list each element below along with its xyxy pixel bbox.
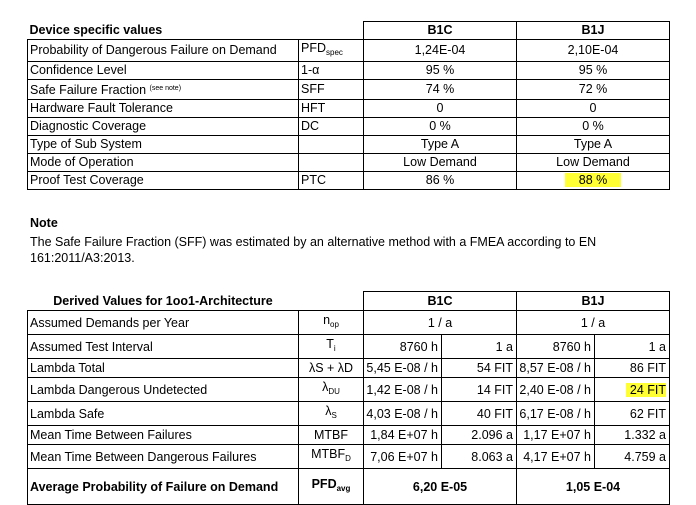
row-symbol: $n_{op}$ bbox=[299, 311, 364, 335]
b1c-value: Low Demand bbox=[364, 154, 517, 172]
b1j-value-alt: 62 FIT bbox=[595, 402, 670, 426]
table-row bbox=[28, 118, 670, 136]
row-label: Assumed Demands per Year bbox=[28, 311, 299, 335]
b1j-value: 8,57 E-08 / h bbox=[517, 359, 595, 378]
b1c-value-alt: 8.063 a bbox=[442, 445, 517, 469]
table2-col-b1c: B1C bbox=[364, 292, 517, 311]
table-row bbox=[28, 40, 670, 62]
table-row bbox=[28, 136, 670, 154]
highlight-mark: 88 % bbox=[565, 173, 622, 187]
b1c-value: 8760 h bbox=[364, 335, 442, 359]
table2-col-b1j: B1J bbox=[517, 292, 670, 311]
row-symbol bbox=[299, 136, 364, 154]
row-label: Lambda Safe bbox=[28, 402, 299, 426]
table1-col-b1c: B1C bbox=[364, 22, 517, 40]
table1-header bbox=[28, 22, 670, 40]
row-label: Mode of Operation bbox=[28, 154, 299, 172]
table-row bbox=[28, 445, 670, 469]
avg-label: Average Probability of Failure on Demand bbox=[28, 469, 299, 505]
avg-row bbox=[28, 469, 670, 505]
table-row bbox=[28, 402, 670, 426]
row-label: Probability of Dangerous Failure on Demand bbox=[28, 40, 299, 62]
row-label: Hardware Fault Tolerance bbox=[28, 100, 299, 118]
b1c-value: 1,84 E+07 h bbox=[364, 426, 442, 445]
table2-header bbox=[28, 292, 670, 311]
row-symbol: $T_i$ bbox=[299, 335, 364, 359]
table1-col-b1j: B1J bbox=[517, 22, 670, 40]
table-row bbox=[28, 378, 670, 402]
row-symbol: 1-α bbox=[299, 62, 364, 80]
row-symbol: $\lambda_S$ bbox=[299, 402, 364, 426]
table-row bbox=[28, 154, 670, 172]
b1j-value-alt: 4.759 a bbox=[595, 445, 670, 469]
b1c-value-alt: 1 a bbox=[442, 335, 517, 359]
b1j-value: 0 bbox=[517, 100, 670, 118]
b1c-value: Type A bbox=[364, 136, 517, 154]
table-row bbox=[28, 100, 670, 118]
b1c-value: 0 bbox=[364, 100, 517, 118]
row-symbol: λS + λD bbox=[299, 359, 364, 378]
table-row bbox=[28, 335, 670, 359]
note-text: The Safe Failure Fraction (SFF) was estimated by an alternative method with a FMEA according to EN 161:2011/A3:2013. bbox=[30, 235, 597, 265]
row-label: Mean Time Between Dangerous Failures bbox=[28, 445, 299, 469]
b1j-value-alt: 1 a bbox=[595, 335, 670, 359]
table2-title: Derived Values for 1oo1-Architecture bbox=[28, 292, 299, 311]
b1j-value: 2,40 E-08 / h bbox=[517, 378, 595, 402]
derived-values-table bbox=[27, 291, 670, 505]
b1c-value: 1 / a bbox=[364, 311, 517, 335]
avg-symbol: $PFD_{avg}$ bbox=[299, 469, 364, 505]
b1c-value: 74 % bbox=[364, 80, 517, 100]
b1j-value: 6,17 E-08 / h bbox=[517, 402, 595, 426]
device-specific-values-table bbox=[27, 21, 670, 190]
b1c-value: 1,42 E-08 / h bbox=[364, 378, 442, 402]
row-label: Assumed Test Interval bbox=[28, 335, 299, 359]
avg-b1c-value: 6,20 E-05 bbox=[364, 469, 517, 505]
see-note-marker: (see note) bbox=[149, 85, 182, 92]
b1j-value bbox=[517, 172, 670, 190]
b1c-value-alt: 40 FIT bbox=[442, 402, 517, 426]
b1j-value: 2,10E-04 bbox=[517, 40, 670, 62]
row-label: Diagnostic Coverage bbox=[28, 118, 299, 136]
b1c-value: 1,24E-04 bbox=[364, 40, 517, 62]
row-symbol: $\lambda_{DU}$ bbox=[299, 378, 364, 402]
note-heading: Note bbox=[30, 216, 58, 230]
b1c-value: 0 % bbox=[364, 118, 517, 136]
table-row bbox=[28, 426, 670, 445]
b1j-value-alt bbox=[595, 378, 670, 402]
b1j-value: 0 % bbox=[517, 118, 670, 136]
b1j-value: 1 / a bbox=[517, 311, 670, 335]
row-label: Lambda Dangerous Undetected bbox=[28, 378, 299, 402]
row-symbol: $PFD_{spec}$ bbox=[299, 40, 364, 62]
row-label: Type of Sub System bbox=[28, 136, 299, 154]
table-row bbox=[28, 172, 670, 190]
b1j-value: 8760 h bbox=[517, 335, 595, 359]
table-row bbox=[28, 62, 670, 80]
b1c-value-alt: 14 FIT bbox=[442, 378, 517, 402]
b1j-value: 4,17 E+07 h bbox=[517, 445, 595, 469]
b1c-value: 95 % bbox=[364, 62, 517, 80]
b1c-value-alt: 54 FIT bbox=[442, 359, 517, 378]
b1j-value: 1,17 E+07 h bbox=[517, 426, 595, 445]
b1j-value: 95 % bbox=[517, 62, 670, 80]
b1j-value-alt: 1.332 a bbox=[595, 426, 670, 445]
row-symbol: MTBF bbox=[299, 426, 364, 445]
row-label: Confidence Level bbox=[28, 62, 299, 80]
row-symbol: $MTBF_D$ bbox=[299, 445, 364, 469]
avg-b1j-value: 1,05 E-04 bbox=[517, 469, 670, 505]
b1j-value: Type A bbox=[517, 136, 670, 154]
row-label: Proof Test Coverage bbox=[28, 172, 299, 190]
table-row bbox=[28, 359, 670, 378]
b1c-value: 5,45 E-08 / h bbox=[364, 359, 442, 378]
row-symbol: SFF bbox=[299, 80, 364, 100]
row-symbol: HFT bbox=[299, 100, 364, 118]
b1j-value: 72 % bbox=[517, 80, 670, 100]
b1c-value-alt: 2.096 a bbox=[442, 426, 517, 445]
row-symbol: DC bbox=[299, 118, 364, 136]
row-label: Lambda Total bbox=[28, 359, 299, 378]
b1c-value: 86 % bbox=[364, 172, 517, 190]
row-label: Safe Failure Fraction $^{(see note)}$ bbox=[28, 80, 299, 100]
table-row bbox=[28, 311, 670, 335]
highlight-mark: 24 FIT bbox=[626, 383, 666, 397]
b1j-value-alt: 86 FIT bbox=[595, 359, 670, 378]
row-label: Mean Time Between Failures bbox=[28, 426, 299, 445]
table1-title: Device specific values bbox=[28, 22, 299, 40]
b1j-value: Low Demand bbox=[517, 154, 670, 172]
note-section bbox=[30, 216, 630, 266]
b1c-value: 7,06 E+07 h bbox=[364, 445, 442, 469]
b1c-value: 4,03 E-08 / h bbox=[364, 402, 442, 426]
row-symbol bbox=[299, 154, 364, 172]
row-symbol: PTC bbox=[299, 172, 364, 190]
table-row bbox=[28, 80, 670, 100]
